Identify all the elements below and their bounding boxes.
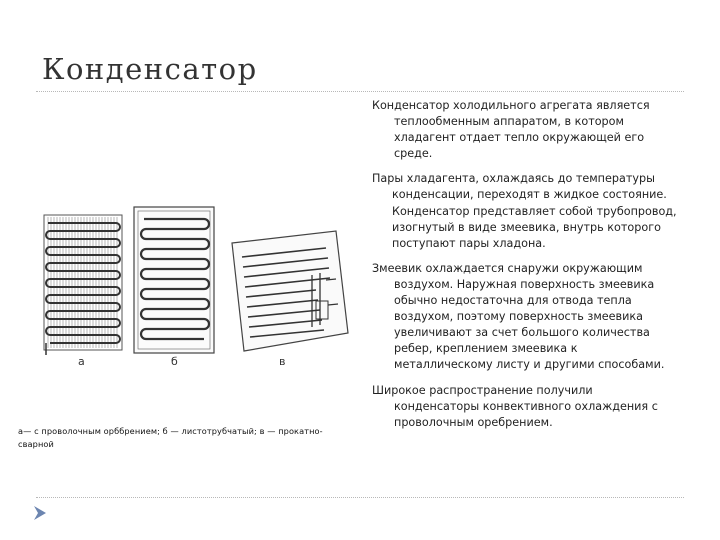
paragraph: Широкое распространение получили конденсаторы конвективного охлаждения с проволочным оребрением.: [372, 383, 658, 429]
condenser-roll-bonded: [232, 231, 348, 351]
figure-label-a: а: [78, 355, 85, 368]
condenser-illustration: [36, 205, 356, 375]
footer-divider: [36, 497, 684, 498]
slide-title: Конденсатор: [42, 52, 258, 86]
paragraph: Конденсатор холодильного агрегата является теплообменным аппаратом, в котором хладагент отдает тепло окружающей его среде.: [372, 99, 650, 161]
figure-caption: а— с проволочным орббрением; б — листотрубчатый; в — прокатно-сварной: [18, 426, 323, 449]
paragraph: Змеевик охлаждается снаружи окружающим воздухом. Наружная поверхность змеевика обычно недостаточна для отвода тепла воздухом, поэтому поверхность змеевика увеличивают за счет большого количества ребер, креплением змеевика к металлическому листу и другими способами.: [372, 261, 665, 372]
condenser-wire-finned: [44, 215, 122, 355]
figure-label-v: в: [279, 355, 286, 368]
condenser-sheet-tube: [134, 207, 214, 353]
figure-label-b: б: [171, 355, 178, 368]
paragraph: Пары хладагента, охлаждаясь до температуры конденсации, переходят в жидкое состояние. Конденсатор представляет собой трубопровод, изогнутый в виде змеевика, внутрь которого поступают пары хладона.: [372, 172, 677, 250]
title-divider: [36, 91, 684, 92]
body-text: [372, 98, 677, 440]
next-slide-arrow-icon[interactable]: [32, 505, 48, 521]
